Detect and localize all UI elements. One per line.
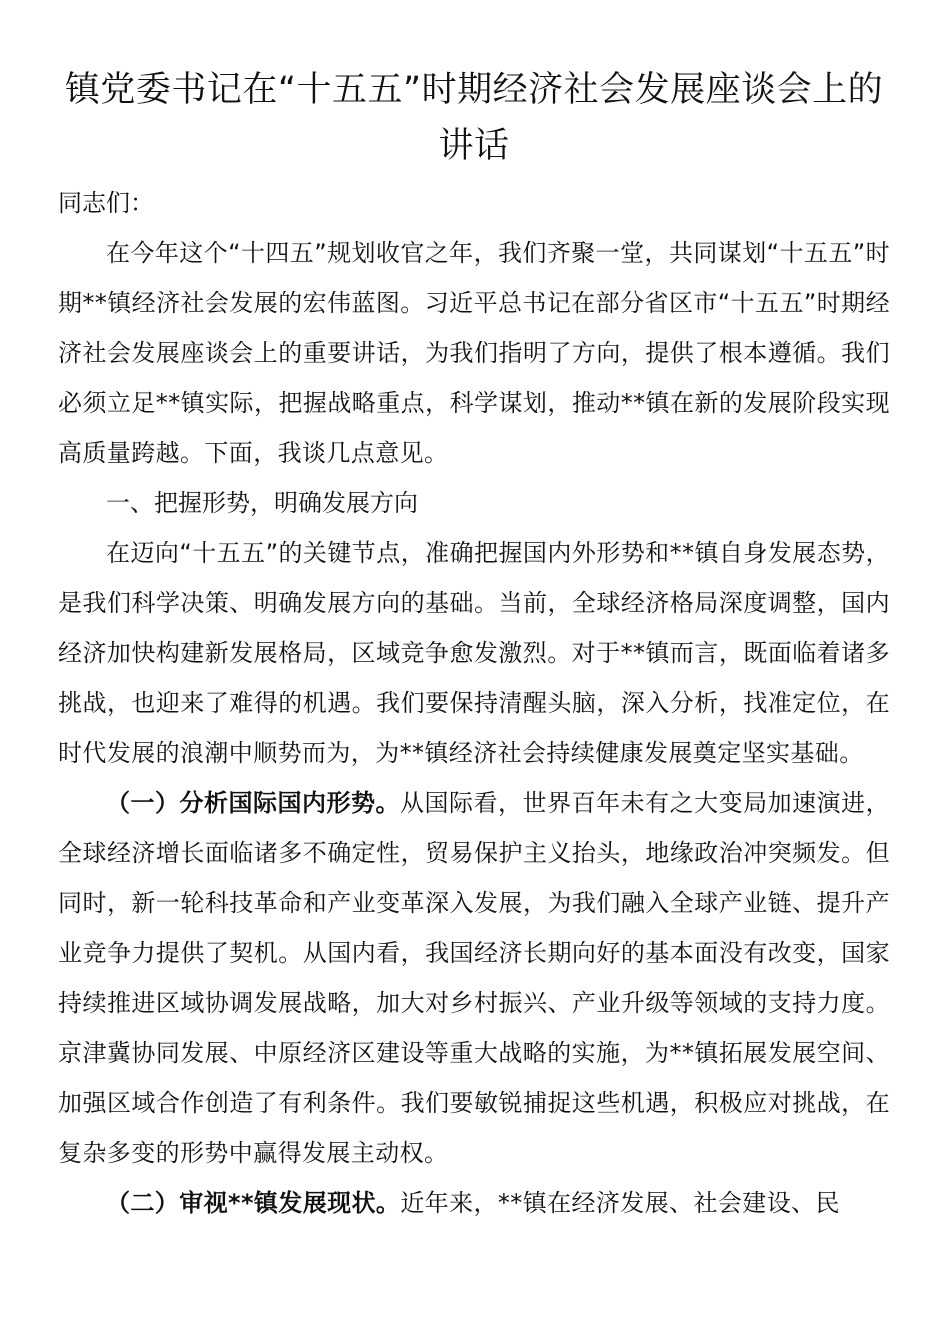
document-title: 镇党委书记在“十五五”时期经济社会发展座谈会上的讲话	[64, 70, 884, 166]
subsection-2-paragraph	[58, 1178, 890, 1228]
section-1-paragraph: 在迈向“十五五”的关键节点，准确把握国内外形势和**镇自身发展态势，是我们科学决策、明确发展方向的基础。当前，全球经济格局深度调整，国内经济加快构建新发展格局，区域竞争愈发激烈。对于**镇而言，既面临着诸多挑战，也迎来了难得的机遇。我们要保持清醒头脑，深入分析，找准定位，在时代发展的浪潮中顺势而为，为**镇经济社会持续健康发展奠定坚实基础。	[58, 539, 890, 767]
subsection-2-body: 近年来，**镇在经济发展、社会建设、民	[400, 1189, 840, 1217]
subsection-1-body: 从国际看，世界百年未有之大变局加速演进，全球经济增长面临诸多不确定性，贸易保护主义抬头，地缘政治冲突频发。但同时，新一轮科技革命和产业变革深入发展，为我们融入全球产业链、提升产业竞争力提供了契机。从国内看，我国经济长期向好的基本面没有改变，国家持续推进区域协调发展战略，加大对乡村振兴、产业升级等领域的支持力度。京津冀协同发展、中原经济区建设等重大战略的实施，为**镇拓展发展空间、加强区域合作创造了有利条件。我们要敏锐捕捉这些机遇，积极应对挑战，在复杂多变的形势中赢得发展主动权。	[58, 789, 890, 1167]
salutation: 同志们：	[58, 189, 154, 217]
intro-paragraph: 在今年这个“十四五”规划收官之年，我们齐聚一堂，共同谋划“十五五”时期**镇经济社会发展的宏伟蓝图。习近平总书记在部分省区市“十五五”时期经济社会发展座谈会上的重要讲话，为我们指明了方向，提供了根本遵循。我们必须立足**镇实际，把握战略重点，科学谋划，推动**镇在新的发展阶段实现高质量跨越。下面，我谈几点意见。	[58, 239, 890, 467]
section-heading-1: 一、把握形势，明确发展方向	[106, 489, 418, 517]
subsection-1-lead: （一）分析国际国内形势。	[106, 789, 401, 817]
document-page	[58, 62, 890, 1228]
subsection-1-paragraph	[58, 778, 890, 1178]
subsection-2-lead: （二）审视**镇发展现状。	[106, 1189, 401, 1217]
